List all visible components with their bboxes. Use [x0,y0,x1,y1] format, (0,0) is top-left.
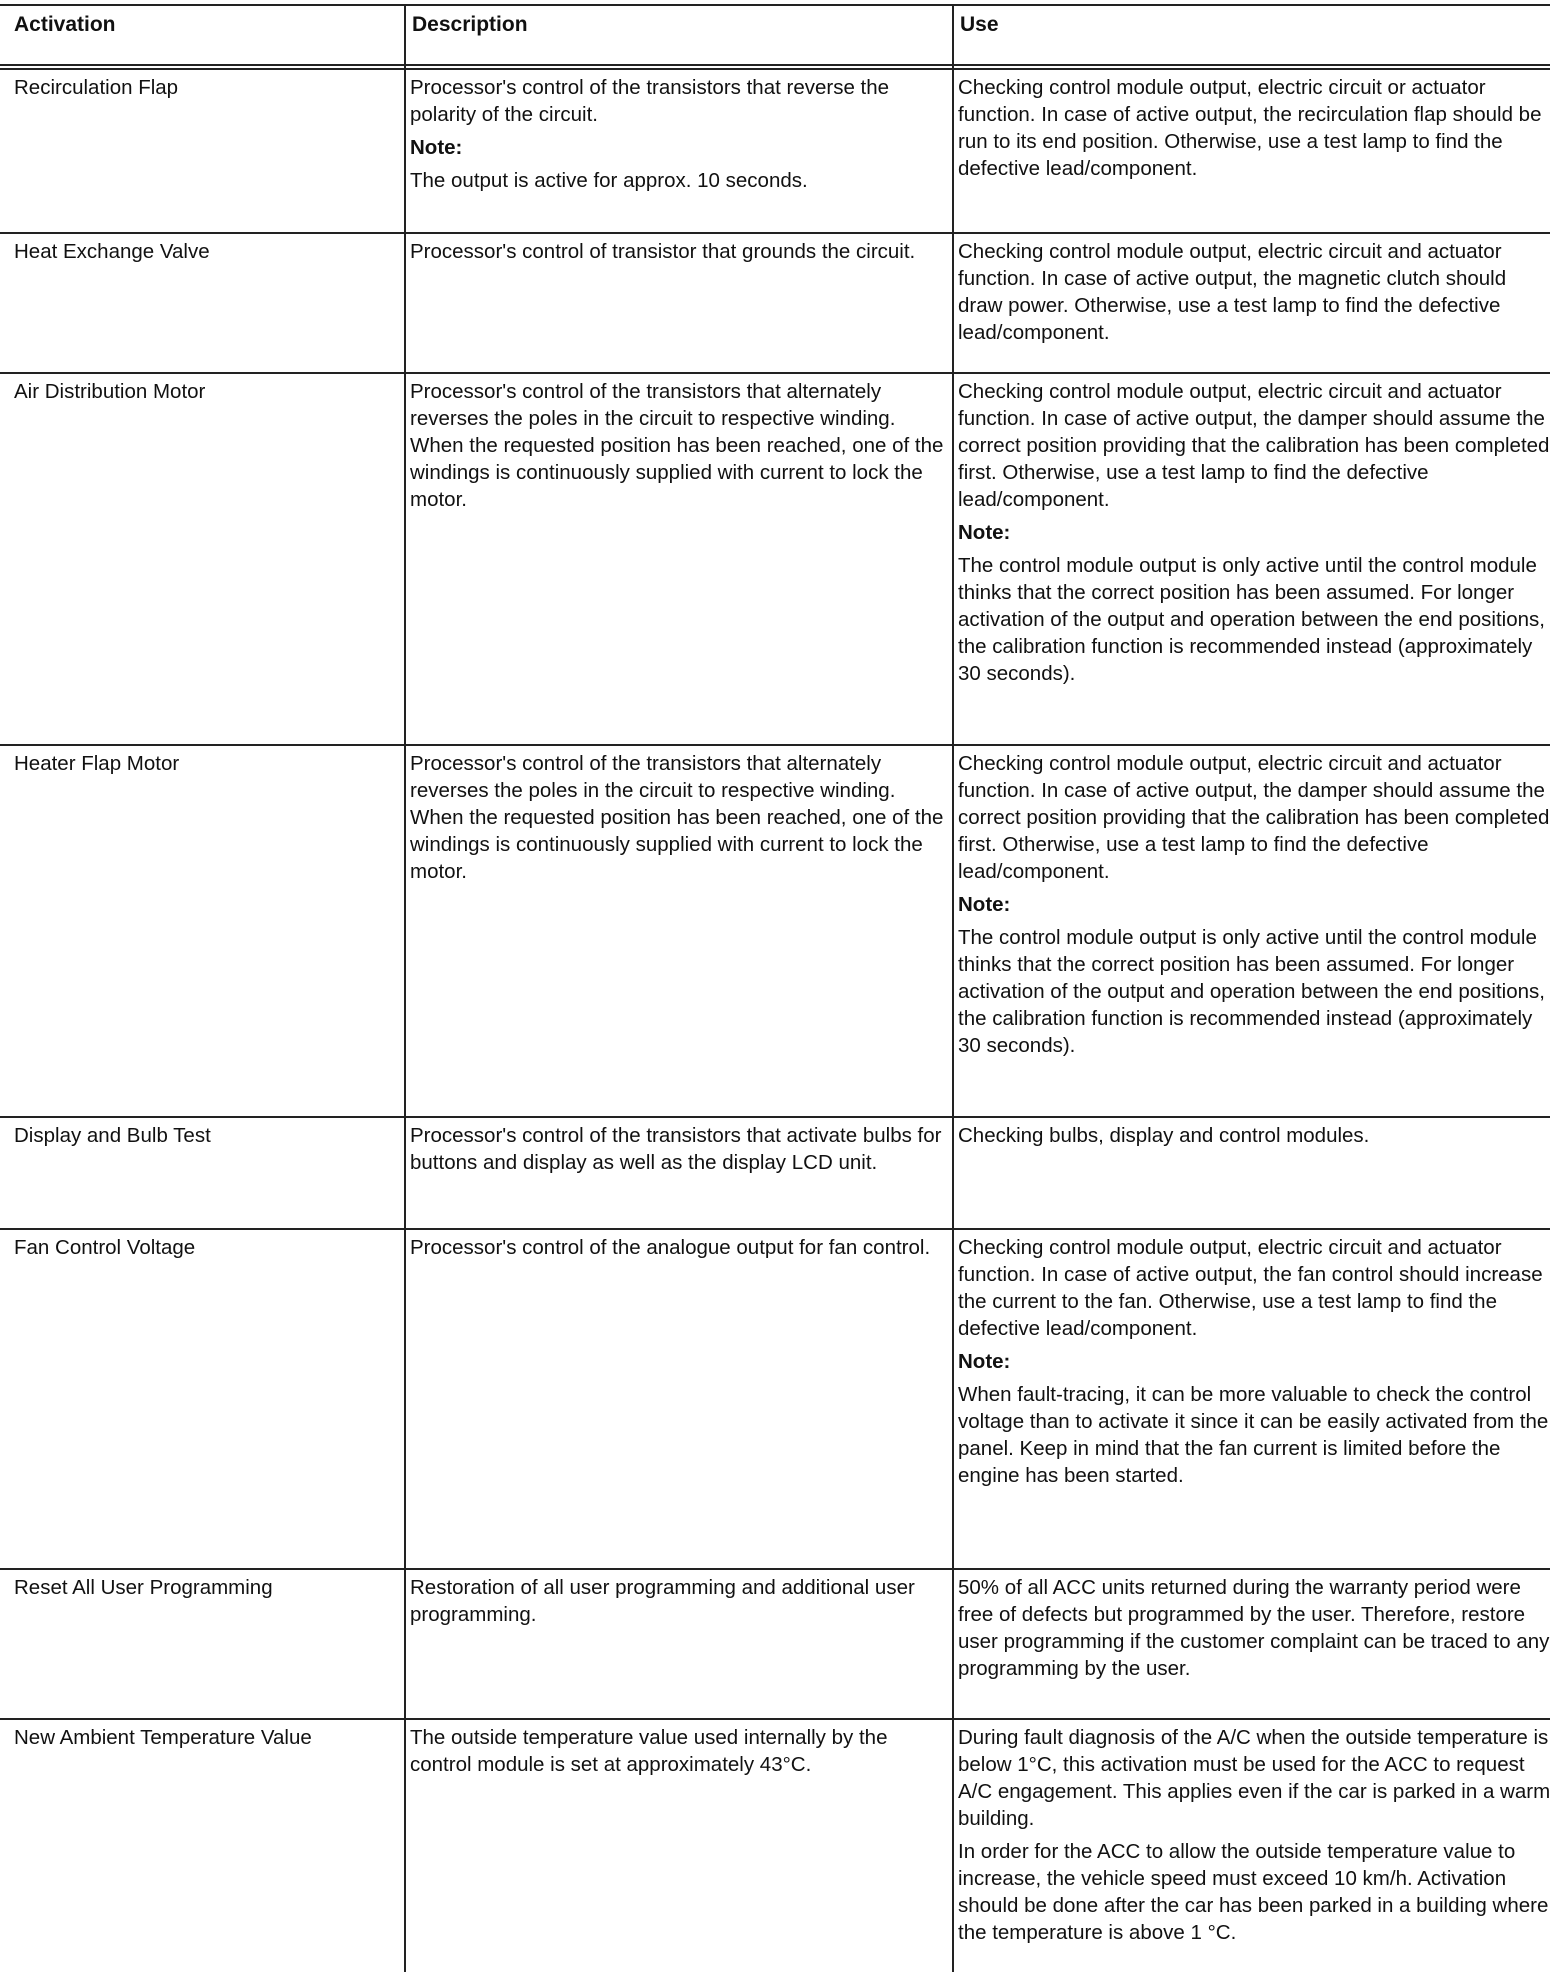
use-text: Checking control module output, electric circuit and actuator function. In case of active output, the magnetic clutch should draw power. Otherwise, use a test lamp to find the defective lead/component. [958,240,1507,344]
use-text: Checking bulbs, display and control modules. [958,1124,1370,1147]
column-divider-2 [952,6,954,1972]
row-rule [0,1568,404,1570]
use-cell [958,238,1556,352]
use-extra-text: In order for the ACC to allow the outside temperature value to increase, the vehicle speed must exceed 10 km/h. Activation should be done after the car has been parked in a building where the temperature is above 1 °C. [958,1840,1549,1944]
description-cell [410,1724,946,1784]
description-text: The outside temperature value used internally by the control module is set at approximately 43°C. [410,1726,888,1776]
note-label: Note: [410,136,463,159]
activation-cell: New Ambient Temperature Value [14,1726,312,1749]
row-rule [954,1116,1550,1118]
activation-cell: Reset All User Programming [14,1576,273,1599]
note-text: When fault-tracing, it can be more valuable to check the control voltage than to activate it since it can be easily activated from the panel. Keep in mind that the fan current is limited before the engine has been started. [958,1383,1549,1487]
row-rule [406,1116,952,1118]
activation-cell: Display and Bulb Test [14,1124,211,1147]
use-cell [958,1574,1556,1688]
row-rule [0,232,404,234]
note-label: Note: [958,521,1011,544]
header-activation: Activation [14,13,116,36]
description-text: Processor's control of the transistors that alternately reverses the poles in the circuit to respective winding. When the requested position has been reached, one of the windings is continuously supplied with current to lock the motor. [410,380,944,511]
row-rule [406,1718,952,1720]
column-divider-1 [404,6,406,1972]
row-rule [0,372,404,374]
row-rule [406,744,952,746]
description-text: Processor's control of the transistors that activate bulbs for buttons and display as well as the display LCD unit. [410,1124,942,1174]
row-rule [0,744,404,746]
header-use: Use [960,13,999,36]
activation-cell: Air Distribution Motor [14,380,206,403]
row-rule [954,744,1550,746]
description-cell [410,378,946,519]
row-rule [0,1718,404,1720]
note-text: The output is active for approx. 10 seconds. [410,169,808,192]
use-text: Checking control module output, electric circuit and actuator function. In case of active output, the damper should assume the correct position providing that the calibration has been completed first. Otherwise, use a test lamp to find the defective lead/component. [958,380,1550,511]
use-text: 50% of all ACC units returned during the warranty period were free of defects but programmed by the user. Therefore, restore user programming if the customer complaint can be traced to any programming by the user. [958,1576,1550,1680]
description-cell [410,1234,946,1267]
description-cell [410,238,946,271]
row-rule [0,1116,404,1118]
row-rule [954,1228,1550,1230]
note-label: Note: [958,893,1011,916]
header-description: Description [412,13,528,36]
use-text: During fault diagnosis of the A/C when the outside temperature is below 1°C, this activation must be used for the ACC to request A/C engagement. This applies even if the car is parked in a warm building. [958,1726,1551,1830]
description-cell [410,750,946,891]
use-cell [958,750,1556,1065]
description-text: Processor's control of the transistors that reverse the polarity of the circuit. [410,76,890,126]
activation-cell: Heater Flap Motor [14,752,180,775]
description-cell [410,74,946,200]
row-rule [954,1718,1550,1720]
row-rule [406,372,952,374]
row-rule [954,232,1550,234]
row-rule [406,68,952,70]
description-cell [410,1574,946,1634]
use-cell [958,378,1556,693]
note-label: Note: [958,1350,1011,1373]
use-text: Checking control module output, electric circuit or actuator function. In case of active output, the recirculation flap should be run to its end position. Otherwise, use a test lamp to find the defective lead/component. [958,76,1542,180]
activation-cell: Recirculation Flap [14,76,179,99]
description-text: Restoration of all user programming and additional user programming. [410,1576,915,1626]
use-text: Checking control module output, electric circuit and actuator function. In case of active output, the fan control should increase the current to the fan. Otherwise, use a test lamp to find the defective lead/component. [958,1236,1543,1340]
note-text: The control module output is only active until the control module thinks that the correct position has been assumed. For longer activation of the output and operation between the end positions, the calibration function is recommended instead (approximately 30 seconds). [958,554,1545,685]
row-rule [406,1228,952,1230]
row-rule [0,1228,404,1230]
description-text: Processor's control of the analogue output for fan control. [410,1236,931,1259]
row-rule [0,68,404,70]
use-cell [958,74,1556,188]
use-cell [958,1122,1556,1155]
description-text: Processor's control of transistor that grounds the circuit. [410,240,916,263]
use-cell [958,1234,1556,1495]
row-rule [954,372,1550,374]
activation-cell: Heat Exchange Valve [14,240,210,263]
row-rule [406,232,952,234]
use-text: Checking control module output, electric circuit and actuator function. In case of active output, the damper should assume the correct position providing that the calibration has been completed first. Otherwise, use a test lamp to find the defective lead/component. [958,752,1550,883]
use-cell [958,1724,1556,1952]
row-rule [954,1568,1550,1570]
note-text: The control module output is only active until the control module thinks that the correct position has been assumed. For longer activation of the output and operation between the end positions, the calibration function is recommended instead (approximately 30 seconds). [958,926,1545,1057]
row-rule [406,1568,952,1570]
row-rule [954,68,1550,70]
table-header [0,4,1550,66]
activation-cell: Fan Control Voltage [14,1236,196,1259]
description-text: Processor's control of the transistors that alternately reverses the poles in the circuit to respective winding. When the requested position has been reached, one of the windings is continuously supplied with current to lock the motor. [410,752,944,883]
description-cell [410,1122,946,1182]
